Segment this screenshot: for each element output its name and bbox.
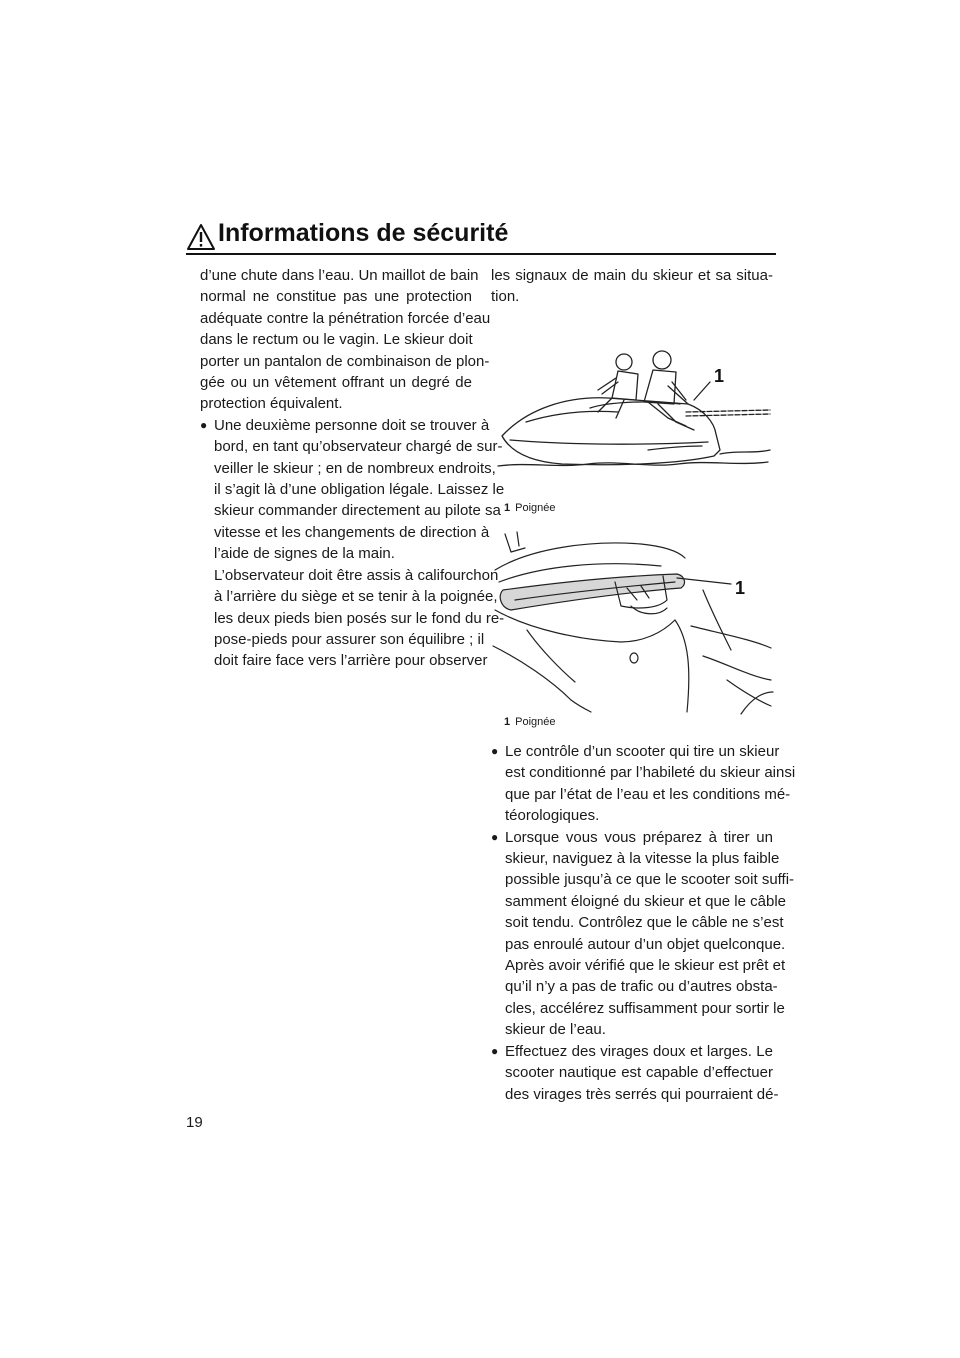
text-line: d’une chute dans l’eau. Un maillot de bain xyxy=(200,267,479,284)
bullet-item xyxy=(491,827,795,1041)
figure-caption xyxy=(504,502,556,514)
figure-callout-number: 1 xyxy=(714,366,725,386)
text-line: téorologiques. xyxy=(505,807,600,825)
text-line: que par l’état de l’eau et les conditions mé- xyxy=(505,785,791,803)
text-line: Le contrôle d’un scooter qui tire un skieur xyxy=(505,743,780,760)
text-line: soit tendu. Contrôlez que le câble ne s’est xyxy=(505,914,784,932)
text-line: possible jusqu’à ce que le scooter soit suffi- xyxy=(505,871,795,889)
text-line: Après avoir vérifié que le skieur est prêt et xyxy=(505,957,786,975)
page-number: 19 xyxy=(186,1114,203,1131)
text-line: protection équivalent. xyxy=(200,395,343,413)
text-line: pose-pieds pour assurer son équilibre ; il xyxy=(214,630,485,648)
bullet-item xyxy=(491,741,796,827)
handle-illustration xyxy=(491,530,773,714)
bullet-icon: ● xyxy=(200,417,208,432)
text-line: porter un pantalon de combinaison de plon- xyxy=(200,352,490,370)
text-line: Effectuez des virages doux et larges. Le xyxy=(505,1042,773,1060)
text-line: tion. xyxy=(491,288,520,306)
text-line: L’observateur doit être assis à califourchon xyxy=(214,566,499,584)
watercraft-illustration xyxy=(498,338,778,488)
text-line: à l’arrière du siège et se tenir à la poignée, xyxy=(214,588,498,606)
text-line: cles, accélérez suffisamment pour sortir le xyxy=(505,999,785,1017)
caption-number: 1 xyxy=(504,716,511,728)
header-rule xyxy=(186,253,776,255)
text-line: bord, en tant qu’observateur chargé de sur- xyxy=(214,438,503,456)
text-line: vitesse et les changements de direction à xyxy=(214,523,490,541)
right-column-bullets xyxy=(491,741,796,1105)
figure-observer-on-watercraft xyxy=(498,338,778,488)
text-line: gée ou un vêtement offrant un degré de xyxy=(200,374,472,392)
text-line: qu’il n’y a pas de trafic ou d’autres obsta- xyxy=(505,978,778,996)
page-title: Informations de sécurité xyxy=(218,219,509,247)
text-line: les signaux de main du skieur et sa situa- xyxy=(491,267,773,284)
bullet-icon: ● xyxy=(491,744,499,758)
text-line: adéquate contre la pénétration forcée d’eau xyxy=(200,309,491,327)
text-line: skieur, naviguez à la vitesse la plus faible xyxy=(505,850,780,868)
caption-number: 1 xyxy=(504,502,511,514)
caption-text: Poignée xyxy=(515,716,556,728)
text-line: skieur commander directement au pilote sa xyxy=(214,502,501,520)
bullet-item xyxy=(200,415,505,672)
text-line: veiller le skieur ; en de nombreux endroits, xyxy=(214,459,496,477)
figure-callout-number: 1 xyxy=(735,578,746,598)
text-line: est conditionné par l’habileté du skieur ainsi xyxy=(505,764,796,782)
bullet-icon: ● xyxy=(491,1043,499,1058)
left-column xyxy=(200,265,505,672)
text-line: il s’agit là d’une obligation légale. Laissez le xyxy=(214,481,505,499)
text-line: Une deuxième personne doit se trouver à xyxy=(214,416,490,434)
text-line: les deux pieds bien posés sur le fond du re- xyxy=(214,609,505,627)
text-line: scooter nautique est capable d’effectuer xyxy=(505,1064,773,1082)
text-line: pas enroulé autour d’un objet quelconque. xyxy=(505,935,786,953)
warning-triangle-icon xyxy=(186,223,216,251)
bullet-item xyxy=(491,1041,779,1105)
text-line: dans le rectum ou le vagin. Le skieur doit xyxy=(200,331,473,349)
text-line: des virages très serrés qui pourraient dé- xyxy=(505,1085,779,1103)
caption-text: Poignée xyxy=(515,502,556,514)
bullet-icon: ● xyxy=(491,829,499,844)
text-line: normal ne constitue pas une protection xyxy=(200,288,472,306)
figure-handle-closeup xyxy=(491,530,773,714)
text-line: skieur de l’eau. xyxy=(505,1021,606,1039)
text-line: samment éloigné du skieur et que le câble xyxy=(505,892,787,910)
text-line: Lorsque vous vous préparez à tirer un xyxy=(505,828,773,846)
page-header xyxy=(186,219,776,256)
figure-caption xyxy=(504,716,556,728)
text-line: doit faire face vers l’arrière pour observer xyxy=(214,652,488,670)
right-column-top xyxy=(491,265,773,308)
text-line: l’aide de signes de la main. xyxy=(214,545,395,563)
